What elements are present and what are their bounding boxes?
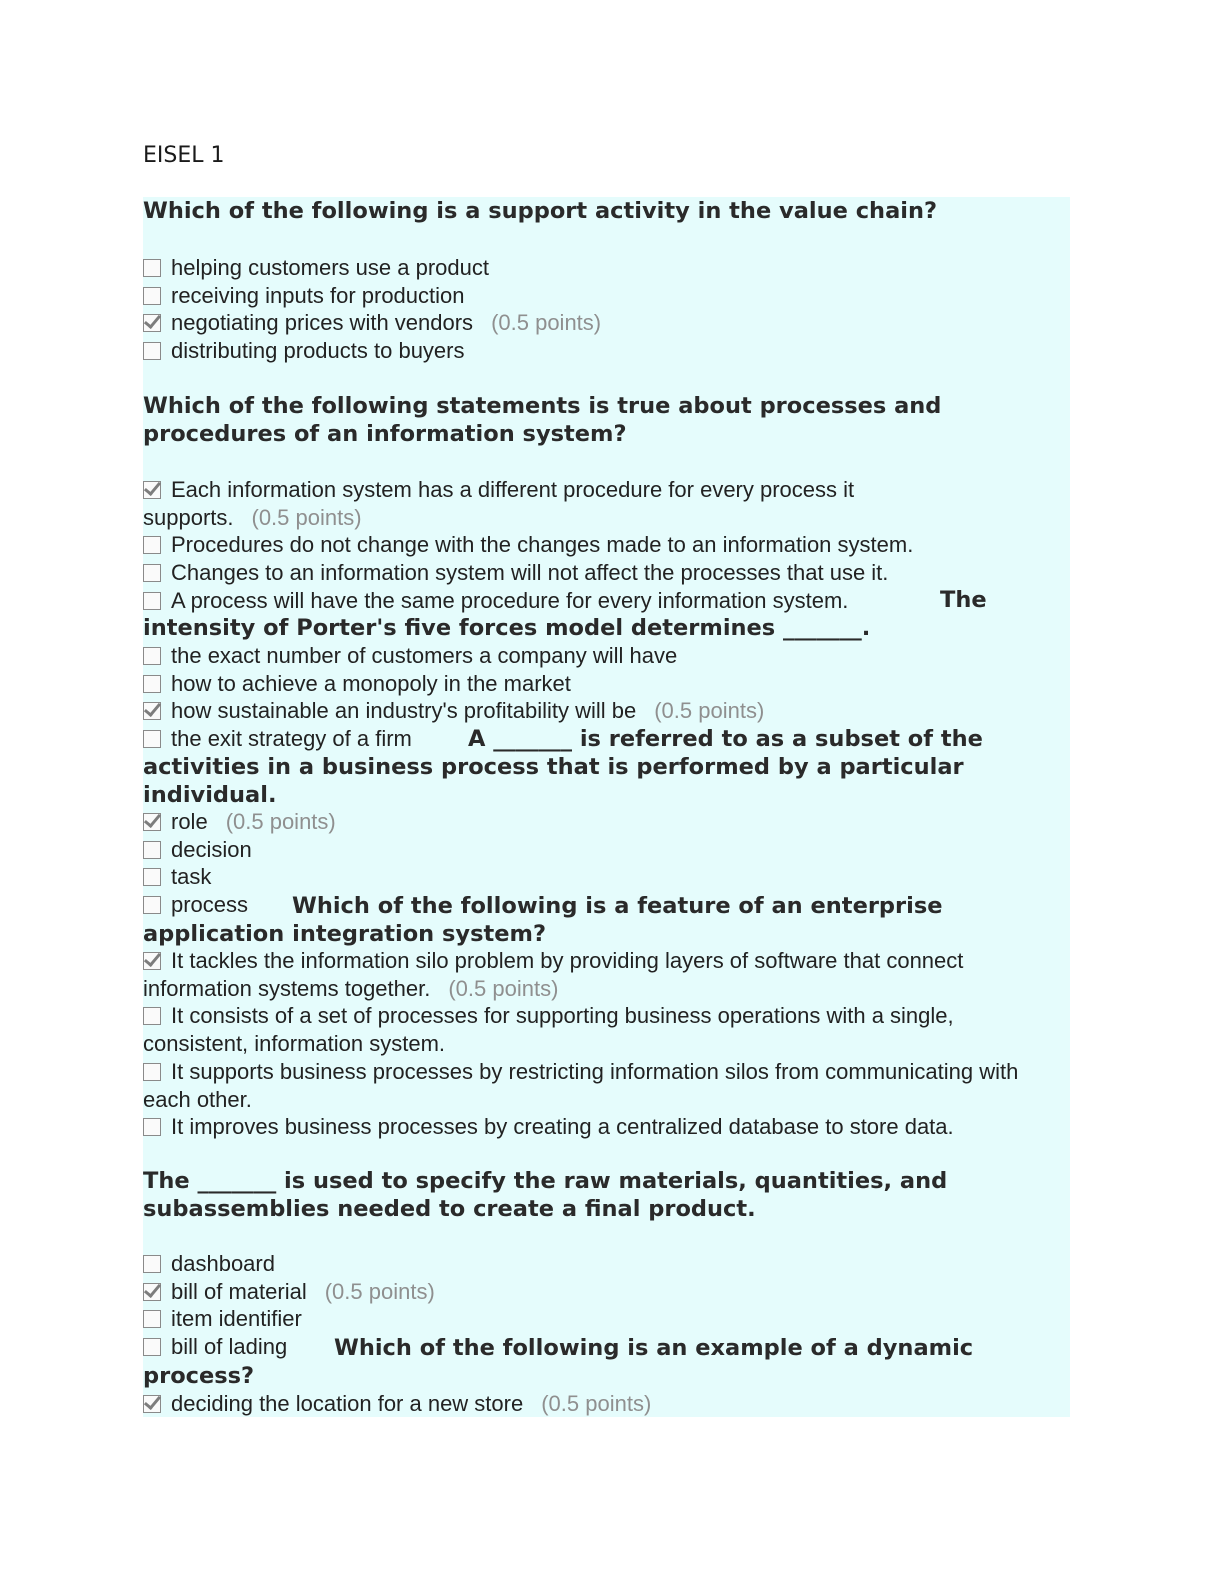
checkbox-icon[interactable] (143, 1063, 161, 1081)
question-1-options (143, 254, 1063, 365)
option[interactable]: decision (143, 836, 1063, 864)
question-3-part: The (940, 587, 987, 613)
option[interactable]: bill of lading (143, 1333, 1063, 1361)
option[interactable]: process (143, 891, 1063, 919)
checkbox-icon[interactable] (143, 730, 161, 748)
option[interactable]: task (143, 863, 1063, 891)
question-7: process? (143, 1363, 255, 1389)
option[interactable]: A process will have the same procedure for every information system. (143, 587, 1063, 615)
points-label: (0.5 points) (251, 504, 362, 530)
option[interactable]: the exit strategy of a firm (143, 725, 1063, 753)
points-label: (0.5 points) (654, 698, 765, 724)
checked-checkbox-icon[interactable] (143, 702, 161, 720)
option[interactable]: how sustainable an industry's profitability will be (0.5 points) (143, 697, 1063, 725)
checkbox-icon[interactable] (143, 564, 161, 582)
option[interactable]: distributing products to buyers (143, 337, 1063, 365)
question-7-options (143, 1390, 1063, 1418)
option[interactable]: how to achieve a monopoly in the market (143, 670, 1063, 698)
option[interactable]: dashboard (143, 1250, 1063, 1278)
option[interactable]: Each information system has a different procedure for every process it supports. (0.5 points) (143, 477, 855, 530)
checkbox-icon[interactable] (143, 287, 161, 305)
page-header: EISEL 1 (143, 143, 225, 168)
points-label: (0.5 points) (324, 1278, 435, 1304)
checked-checkbox-icon[interactable] (143, 813, 161, 831)
checkbox-icon[interactable] (143, 342, 161, 360)
option[interactable]: the exact number of customers a company will have (143, 642, 1063, 670)
question-5-options (143, 947, 1063, 1141)
option[interactable]: Procedures do not change with the changes made to an information system. (143, 531, 1063, 559)
question-7-part: Which of the following is an example of a dynamic (334, 1335, 974, 1361)
checkbox-icon[interactable] (143, 1310, 161, 1328)
option[interactable]: negotiating prices with vendors (0.5 points) (143, 309, 1063, 337)
option[interactable]: bill of material (0.5 points) (143, 1278, 1063, 1306)
checkbox-icon[interactable] (143, 1007, 161, 1025)
checkbox-icon[interactable] (143, 1255, 161, 1273)
question-1: Which of the following is a support activity in the value chain? (143, 198, 938, 224)
option[interactable]: It improves business processes by creating a centralized database to store data. (143, 1113, 1063, 1141)
points-label: (0.5 points) (225, 809, 336, 834)
checkbox-icon[interactable] (143, 896, 161, 914)
checkbox-icon[interactable] (143, 675, 161, 693)
checked-checkbox-icon[interactable] (143, 1283, 161, 1301)
points-label: (0.5 points) (448, 975, 559, 1001)
option[interactable]: It tackles the information silo problem by providing layers of software that connect information systems together. (0.5 points) (143, 948, 964, 1001)
option[interactable]: item identifier (143, 1305, 1063, 1333)
checkbox-icon[interactable] (143, 647, 161, 665)
points-label: (0.5 points) (541, 1391, 652, 1416)
question-4-part: A _______ is referred to as a subset of the (468, 726, 983, 752)
option[interactable]: receiving inputs for production (143, 282, 1063, 310)
checked-checkbox-icon[interactable] (143, 481, 161, 499)
checkbox-icon[interactable] (143, 592, 161, 610)
points-label: (0.5 points) (491, 310, 602, 336)
checked-checkbox-icon[interactable] (143, 952, 161, 970)
option[interactable]: helping customers use a product (143, 254, 1063, 282)
question-2-options (143, 476, 1063, 615)
checkbox-icon[interactable] (143, 536, 161, 554)
question-5: application integration system? (143, 921, 546, 947)
option[interactable]: role (0.5 points) (143, 808, 1063, 836)
question-5-part: Which of the following is a feature of an enterprise (292, 893, 943, 919)
checkbox-icon[interactable] (143, 1338, 161, 1356)
question-6: The _______ is used to specify the raw materials, quantities, and subassemblies needed to create a final product. (143, 1168, 948, 1222)
checked-checkbox-icon[interactable] (143, 1395, 161, 1413)
option[interactable]: Changes to an information system will not affect the processes that use it. (143, 559, 1063, 587)
question-3: intensity of Porter's five forces model determines _______. (143, 615, 871, 641)
checkbox-icon[interactable] (143, 841, 161, 859)
checked-checkbox-icon[interactable] (143, 314, 161, 332)
checkbox-icon[interactable] (143, 1118, 161, 1136)
option[interactable]: It consists of a set of processes for supporting business operations with a single, consistent, information system. (143, 1003, 954, 1057)
option[interactable]: deciding the location for a new store (0.5 points) (143, 1390, 1063, 1418)
checkbox-icon[interactable] (143, 259, 161, 277)
checkbox-icon[interactable] (143, 868, 161, 886)
question-2: Which of the following statements is true about processes and procedures of an information system? (143, 393, 942, 447)
question-4: activities in a business process that is performed by a particular individual. (143, 754, 964, 808)
option[interactable]: It supports business processes by restricting information silos from communicating with each other. (143, 1058, 1019, 1112)
